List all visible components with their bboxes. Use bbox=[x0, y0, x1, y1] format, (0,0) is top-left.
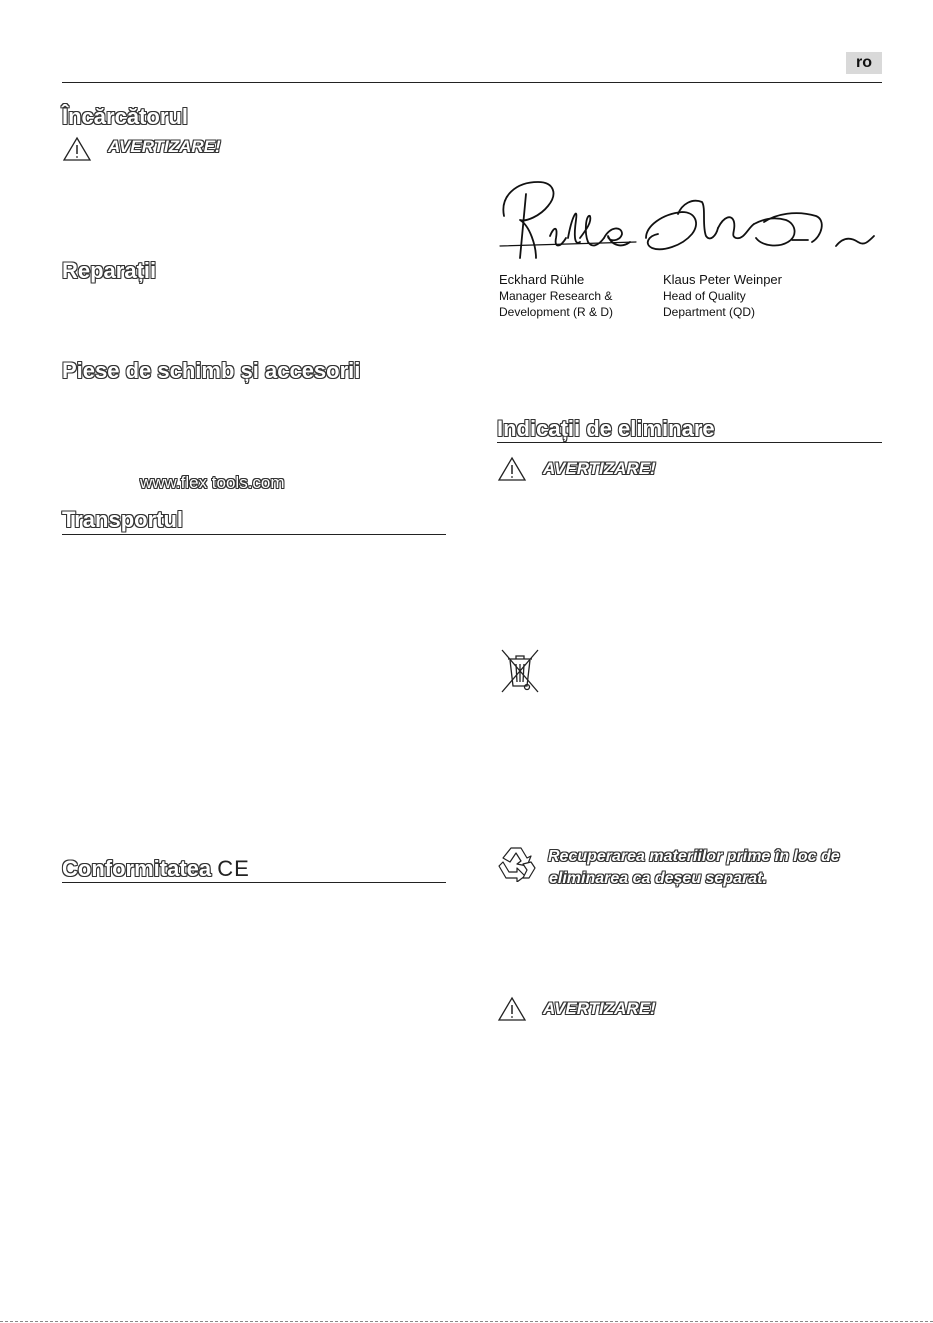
disposal-heading: Indicații de eliminare bbox=[497, 416, 715, 441]
recycle-note bbox=[548, 846, 840, 890]
recycle-icon bbox=[497, 844, 537, 882]
conformity-heading bbox=[62, 856, 250, 882]
transport-rule bbox=[62, 534, 446, 535]
signatory-role: Manager Research & bbox=[499, 289, 613, 303]
ce-mark-icon: CE bbox=[217, 856, 250, 881]
recycle-note-line: eliminarea ca deșeu separat. bbox=[549, 870, 767, 887]
crossed-out-bin-icon bbox=[499, 648, 541, 694]
warning-label: AVERTIZARE! bbox=[543, 459, 656, 478]
parts-heading: Piese de schimb și accesorii bbox=[62, 358, 361, 383]
warning-triangle-icon bbox=[497, 456, 527, 482]
recycle-note-line: Recuperarea materiilor prime în loc de bbox=[548, 848, 840, 865]
header-rule bbox=[62, 82, 882, 83]
signatory-role: Department (QD) bbox=[663, 305, 756, 319]
page-bottom-divider bbox=[0, 1321, 933, 1322]
handwritten-signatures bbox=[496, 176, 876, 272]
warning-triangle-icon bbox=[62, 136, 92, 162]
website-link[interactable]: www.flex tools.com bbox=[140, 473, 285, 492]
signatory-role: Head of Quality bbox=[663, 289, 746, 303]
disposal-rule bbox=[497, 442, 882, 443]
conformity-heading-text: Conformitatea bbox=[62, 856, 212, 881]
transport-heading: Transportul bbox=[62, 507, 184, 532]
signatory-name: Klaus Peter Weinper bbox=[663, 272, 782, 287]
conformity-rule bbox=[62, 882, 446, 883]
warning-triangle-icon bbox=[497, 996, 527, 1022]
signatory-2 bbox=[663, 272, 782, 320]
language-badge: ro bbox=[846, 52, 882, 74]
warning-label: AVERTIZARE! bbox=[543, 999, 656, 1018]
repairs-heading: Reparații bbox=[62, 258, 157, 283]
warning-label: AVERTIZARE! bbox=[108, 137, 221, 156]
signatory-name: Eckhard Rühle bbox=[499, 272, 585, 287]
charger-heading: Încărcătorul bbox=[62, 104, 188, 129]
signatory-role: Development (R & D) bbox=[499, 305, 614, 319]
signatory-1 bbox=[499, 272, 613, 320]
